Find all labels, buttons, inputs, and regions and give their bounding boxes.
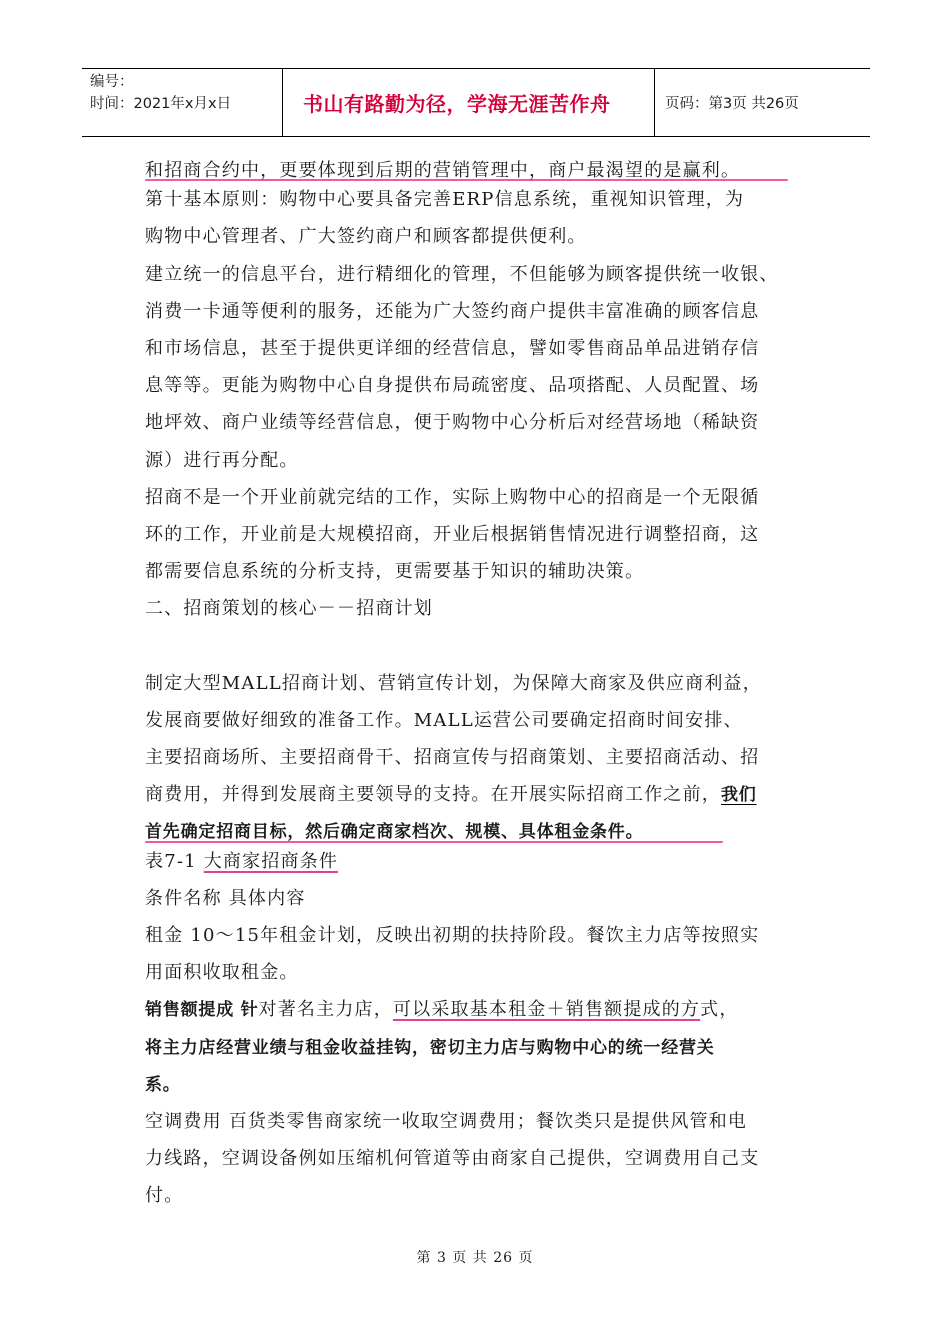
bold-text: 首先确定招商目标，然后确定商家档次、规模、具体租金条件。 [145, 822, 644, 843]
table-header-row: 条件名称 具体内容 [145, 887, 306, 909]
underlined-text: 可以采取基本租金＋销售额提成的方 [392, 999, 701, 1021]
bold-text: 将主力店经营业绩与租金收益挂钩，密切主力店与购物中心的统一经营关 [145, 1037, 715, 1058]
paragraph-line [145, 776, 815, 813]
document-body [145, 152, 815, 1214]
header-page-info [655, 69, 870, 136]
paragraph-line: 源）进行再分配。 [145, 449, 299, 471]
number-label: 编号： [90, 74, 134, 90]
paragraph-line [145, 1066, 815, 1103]
paragraph-line: 第十基本原则：购物中心要具备完善ERP信息系统，重视知识管理，为 [145, 189, 745, 211]
paragraph-line: 消费一卡通等便利的服务，还能为广大签约商户提供丰富准确的顾客信息 [145, 300, 760, 322]
header-meta [82, 69, 282, 136]
bold-label: 销售额提成 针 [145, 1000, 259, 1021]
line-text: 商费用，并得到发展商主要领导的支持。在开展实际招商工作之前， [145, 784, 721, 806]
paragraph-line: 制定大型MALL招商计划、营销宣传计划，为保障大商家及供应商利益， [145, 672, 762, 694]
blank-line [145, 627, 815, 664]
motto-text: 书山有路勤为径，学海无涯苦作舟 [303, 92, 611, 116]
paragraph-line [145, 1029, 815, 1066]
table-row-ac: 空调费用 百货类零售商家统一收取空调费用；餐饮类只是提供风管和电 [145, 1110, 748, 1132]
paragraph-line: 发展商要做好细致的准备工作。MALL运营公司要确定招商时间安排、 [145, 709, 743, 731]
highlighted-sentence: 和招商合约中，更要体现到后期的营销管理中，商户最渴望的是赢利。 [145, 160, 741, 181]
table-row-commission [145, 991, 815, 1028]
paragraph-line: 招商不是一个开业前就完结的工作，实际上购物中心的招商是一个无限循 [145, 486, 760, 508]
table-title: 大商家招商条件 [203, 850, 339, 872]
time-label: 时间：2021年x月x日 [90, 96, 232, 112]
table-row-rent: 租金 10～15年租金计划，反映出初期的扶持阶段。餐饮主力店等按照实 [145, 924, 760, 946]
paragraph-line: 建立统一的信息平台，进行精细化的管理，不但能够为顾客提供统一收银、 [145, 263, 779, 285]
table-row-ac-cont: 力线路，空调设备例如压缩机何管道等由商家自己提供，空调费用自己支 [145, 1148, 760, 1170]
paragraph-line: 主要招商场所、主要招商骨干、招商宣传与招商策划、主要招商活动、招 [145, 747, 760, 768]
paragraph-line: 购物中心管理者、广大签约商户和顾客都提供便利。 [145, 226, 587, 248]
bold-underlined-text: 我们 [721, 785, 757, 806]
line-text: 式， [700, 999, 739, 1021]
page-info-text: 页码：第3页 共26页 [665, 96, 799, 112]
line-text: 对著名主力店， [258, 999, 393, 1021]
table-row-rent-cont: 用面积收取租金。 [145, 962, 299, 984]
table-row-ac-end: 付。 [145, 1185, 184, 1207]
paragraph-line: 和市场信息，甚至于提供更详细的经营信息，譬如零售商品单品进销存信 [145, 337, 760, 359]
paragraph-line: 环的工作，开业前是大规模招商，开业后根据销售情况进行调整招商，这 [145, 523, 760, 545]
page-footer: 第 3 页 共 26 页 [416, 1250, 534, 1266]
paragraph-line: 息等等。更能为购物中心自身提供布局疏密度、品项搭配、人员配置、场 [145, 375, 760, 397]
header-table [82, 68, 870, 137]
paragraph-line: 地坪效、商户业绩等经营信息，便于购物中心分析后对经营场地（稀缺资 [145, 412, 760, 434]
paragraph-line: 都需要信息系统的分析支持，更需要基于知识的辅助决策。 [145, 561, 645, 583]
section-heading: 二、招商策划的核心－－招商计划 [145, 598, 433, 620]
header-motto-cell [282, 69, 655, 136]
bold-text: 系。 [145, 1074, 181, 1095]
table-number: 表7-1 [145, 850, 204, 872]
